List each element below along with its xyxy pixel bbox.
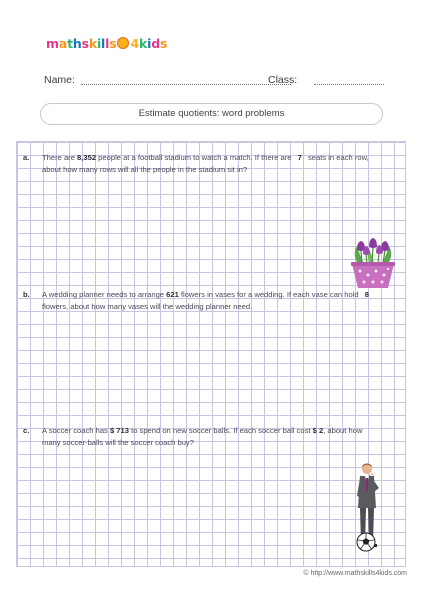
- question-text: There are 8,352 people at a football stadium to watch a match. If there are 7 seats in each row, about how many rows will all the people in the stadium sit in?: [42, 153, 369, 174]
- logo-letter: s: [159, 36, 168, 51]
- logo: [46, 36, 167, 58]
- question-text: A wedding planner needs to arrange 621 flowers in vases for a wedding. If each vase can hold 8 flowers, about how many vases will the wedding planner need.: [42, 290, 369, 311]
- question-number: 7: [297, 153, 302, 162]
- logo-letter: d: [151, 36, 160, 51]
- footer-url[interactable]: © http://www.mathskills4kids.com: [303, 570, 407, 577]
- grid-paper: [16, 141, 406, 567]
- logo-letter: s: [81, 36, 89, 51]
- class-label: Class:: [268, 74, 298, 86]
- logo-letter: s: [109, 36, 117, 51]
- soccer-ball-icon: [356, 532, 376, 552]
- question-text: A soccer coach has $ 713 to spend on new soccer balls. If each soccer ball cost $ 2, about how many soccer-balls will the soccer coach buy?: [42, 426, 363, 447]
- ball-icon: [117, 37, 129, 49]
- name-label: Name:: [44, 74, 75, 86]
- logo-letter: h: [72, 36, 82, 51]
- logo-letter: k: [88, 36, 97, 51]
- question-number: $ 713: [109, 426, 129, 435]
- logo-letter: a: [58, 36, 68, 51]
- name-class-row: [44, 72, 384, 92]
- question-number: 621: [166, 290, 179, 299]
- logo-letter: i: [96, 36, 102, 51]
- question-label: c.: [23, 426, 30, 435]
- logo-letter: l: [105, 36, 110, 51]
- question-label: b.: [23, 290, 30, 299]
- worksheet-title: Estimate quotients: word problems: [40, 103, 383, 125]
- logo-letter: k: [138, 36, 148, 51]
- question-number: $ 2: [312, 426, 324, 435]
- logo-letter: l: [101, 36, 106, 51]
- flower-pot-icon: [348, 238, 398, 290]
- logo-letter: i: [147, 36, 152, 51]
- logo-letter: m: [46, 36, 59, 51]
- name-field[interactable]: [81, 84, 291, 85]
- question-number: 8: [364, 290, 369, 299]
- logo-letter: t: [67, 36, 73, 51]
- class-field[interactable]: [314, 84, 384, 85]
- question-label: a.: [23, 153, 30, 162]
- logo-letter: 4: [130, 36, 139, 51]
- question-number: 8,352: [77, 153, 97, 162]
